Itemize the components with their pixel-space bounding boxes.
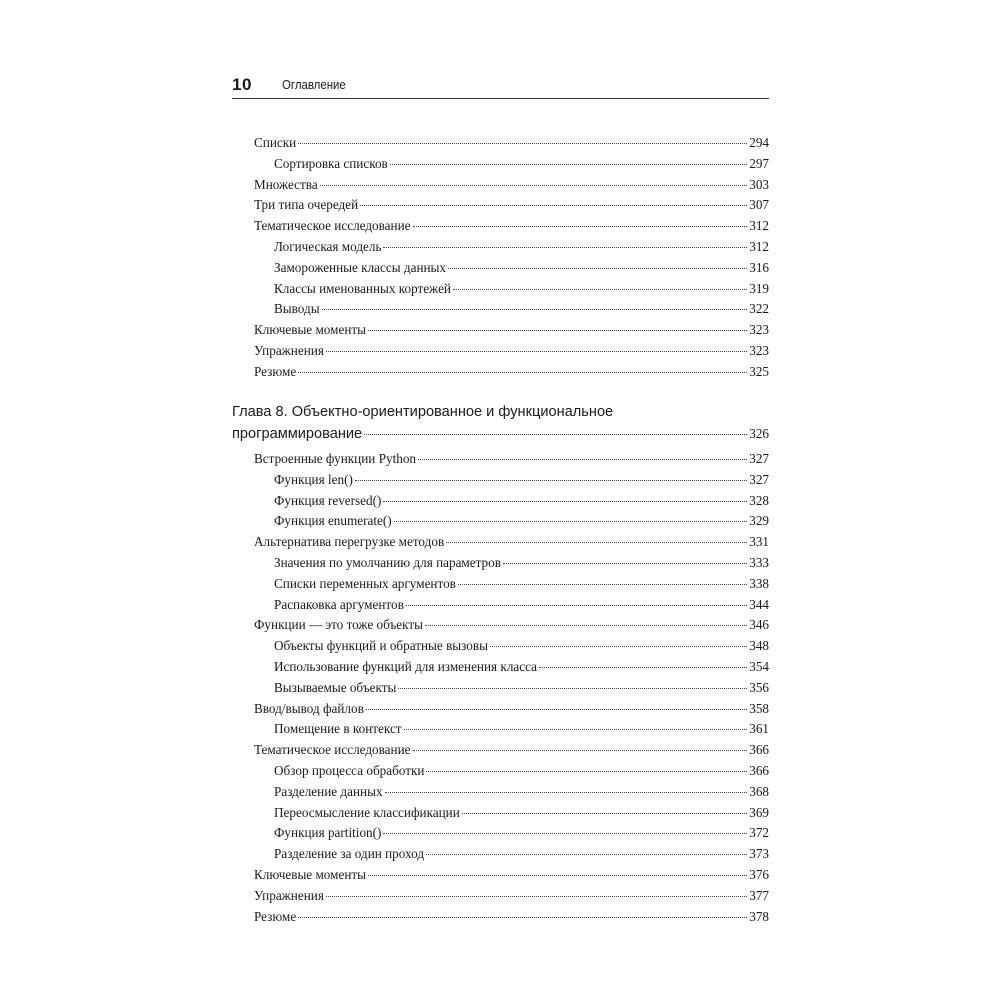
dot-leader: [298, 371, 747, 373]
dot-leader: [383, 832, 747, 834]
dot-leader: [425, 624, 747, 626]
toc-entry-page: 378: [749, 908, 769, 924]
dot-leader: [322, 308, 748, 310]
toc-entry-label: Замороженные классы данных: [274, 259, 447, 275]
toc-entry-page: 303: [749, 176, 769, 192]
toc-entry-page: 366: [749, 763, 769, 778]
toc-entry: [274, 783, 769, 801]
toc-entry-page: 327: [749, 451, 769, 466]
toc-entry-label: Логическая модель: [274, 239, 382, 254]
toc-entry: [274, 238, 769, 256]
toc-entry-label: Функция len(): [274, 471, 353, 487]
toc-entry-label: Распаковка аргументов: [274, 596, 404, 612]
toc-entry-page: 323: [749, 322, 769, 338]
toc-entry: [274, 804, 769, 822]
toc-entry-label: Функция enumerate(): [274, 513, 392, 529]
dot-leader: [413, 749, 748, 751]
dot-leader: [448, 267, 747, 269]
toc-entry-page: 368: [749, 783, 769, 799]
dot-leader: [394, 520, 748, 522]
chapter-page-number: 326: [749, 426, 769, 441]
toc-entry-label: Альтернатива перегрузке методов: [254, 534, 445, 550]
toc-entry-page: 329: [749, 513, 769, 529]
dot-leader: [446, 541, 747, 543]
toc-entry-label: Вызываемые объекты: [274, 679, 397, 695]
toc-entry-label: Тематическое исследование: [254, 742, 411, 758]
toc-entry-label: Классы именованных кортежей: [274, 280, 451, 296]
toc-entry-page: 358: [749, 700, 769, 716]
dot-leader: [418, 458, 747, 460]
toc-entry: [254, 908, 769, 926]
dot-leader: [426, 853, 747, 855]
dot-leader: [298, 142, 747, 144]
toc-entry-page: 373: [749, 846, 769, 862]
toc-entry: [274, 762, 769, 780]
dot-leader: [366, 708, 747, 710]
toc-entry-page: 294: [749, 135, 769, 150]
toc-entry-label: Обзор процесса обработки: [274, 763, 425, 778]
dot-leader: [539, 666, 747, 668]
toc-entry-page: 333: [749, 555, 769, 570]
dot-leader: [390, 163, 747, 165]
toc-entry-page: 348: [749, 638, 769, 654]
dot-leader: [426, 770, 747, 772]
page-number: 10: [232, 75, 252, 94]
toc-entry: [274, 658, 769, 676]
chapter-title-line2: программирование: [232, 426, 363, 442]
dot-leader: [355, 479, 747, 481]
dot-leader: [398, 687, 747, 689]
toc-entry: [254, 887, 769, 905]
dot-leader: [490, 645, 747, 647]
toc-entry-label: Разделение за один проход: [274, 846, 425, 862]
toc-entry: [274, 280, 769, 298]
toc-entry-page: 354: [749, 659, 769, 674]
toc-entry-label: Использование функций для изменения класса: [274, 659, 537, 674]
toc-entry-page: 331: [749, 534, 769, 550]
toc-entry-page: 325: [749, 363, 769, 379]
dot-leader: [453, 288, 747, 290]
toc-entry-page: 376: [749, 867, 769, 882]
toc-entry-label: Тематическое исследование: [254, 218, 411, 234]
toc-entry-label: Резюме: [254, 363, 297, 379]
toc-entry-label: Разделение данных: [274, 783, 383, 799]
toc-entry: [274, 596, 769, 614]
toc-entry-label: Значения по умолчанию для параметров: [274, 555, 501, 570]
dot-leader: [368, 329, 747, 331]
toc-entry: [274, 492, 769, 510]
toc-entry: [254, 217, 769, 235]
toc-entry: [274, 679, 769, 697]
toc-entry: [254, 450, 769, 468]
toc-entry: [254, 342, 769, 360]
toc-entry-label: Переосмысление классификации: [274, 804, 460, 820]
toc-entry-label: Встроенные функции Python: [254, 451, 417, 466]
dot-leader: [326, 350, 747, 352]
dot-leader: [320, 184, 748, 186]
chapter-title-entry: [232, 425, 769, 443]
toc-entry-label: Множества: [254, 176, 318, 192]
dot-leader: [326, 895, 747, 897]
dot-leader: [404, 728, 748, 730]
toc-entry-page: 366: [749, 742, 769, 758]
dot-leader: [413, 225, 748, 227]
toc-entry: [274, 637, 769, 655]
toc-entry: [274, 259, 769, 277]
toc-entry: [274, 575, 769, 593]
toc-entry: [254, 363, 769, 381]
toc-entry: [254, 321, 769, 339]
toc-entry: [254, 741, 769, 759]
toc-entry: [254, 866, 769, 884]
toc-entry-page: 297: [749, 155, 769, 171]
dot-leader: [360, 204, 747, 206]
toc-entry: [274, 512, 769, 530]
toc-entry: [254, 616, 769, 634]
toc-entry-label: Функции — это тоже объекты: [254, 617, 424, 633]
dot-leader: [368, 874, 747, 876]
toc-entry: [254, 533, 769, 551]
dot-leader: [383, 246, 747, 248]
dot-leader: [383, 500, 747, 502]
toc-entry-label: Сортировка списков: [274, 155, 388, 171]
toc-entry-label: Выводы: [274, 301, 320, 317]
toc-entry-page: 377: [749, 887, 769, 903]
toc-entry: [254, 176, 769, 194]
toc-entry-label: Функция reversed(): [274, 492, 382, 508]
toc-entry-page: 344: [749, 596, 769, 612]
toc-entry-label: Ключевые моменты: [254, 867, 367, 882]
toc-entry-page: 316: [749, 259, 769, 275]
dot-leader: [406, 604, 747, 606]
toc-entry-page: 312: [749, 218, 769, 234]
book-page: [232, 0, 769, 1000]
toc-entry-page: 328: [749, 492, 769, 508]
chapter-title-line1: Глава 8. Объектно-ориентированное и функциональное: [232, 404, 614, 420]
toc-entry-page: 307: [749, 197, 769, 213]
toc-entry: [254, 196, 769, 214]
toc-entry-page: 369: [749, 804, 769, 820]
toc-entry-label: Помещение в контекст: [274, 721, 402, 737]
running-title: Оглавление: [282, 77, 346, 92]
toc-entry: [274, 720, 769, 738]
toc-entry-label: Функция partition(): [274, 825, 382, 841]
toc-entry-label: Ключевые моменты: [254, 322, 367, 338]
toc-entry: [274, 554, 769, 572]
toc-entry-label: Объекты функций и обратные вызовы: [274, 638, 488, 654]
toc-entry-page: 361: [749, 721, 769, 737]
dot-leader: [503, 562, 747, 564]
toc-entry-page: 323: [749, 343, 769, 358]
dot-leader: [462, 812, 747, 814]
toc-entry-page: 312: [749, 239, 769, 254]
toc-entry-label: Упражнения: [254, 887, 324, 903]
toc-entry-label: Списки переменных аргументов: [274, 575, 456, 591]
toc-entry: [274, 845, 769, 863]
toc-entry-page: 338: [749, 575, 769, 591]
dot-leader: [298, 916, 747, 918]
toc-entry-page: 346: [749, 617, 769, 633]
toc-entry-label: Три типа очередей: [254, 197, 359, 213]
toc-entry: [254, 134, 769, 152]
toc-entry: [274, 155, 769, 173]
toc-entry: [274, 300, 769, 318]
toc-entry-label: Списки: [254, 135, 297, 150]
dot-leader: [385, 791, 748, 793]
toc-entry: [274, 471, 769, 489]
toc-entry-page: 327: [749, 471, 769, 487]
toc-entry-page: 372: [749, 825, 769, 841]
toc-entry: [274, 824, 769, 842]
toc-entry: [254, 700, 769, 718]
toc-entry-label: Резюме: [254, 908, 297, 924]
toc-entry-page: 319: [749, 280, 769, 296]
toc-entry-page: 322: [749, 301, 769, 317]
toc-entry-label: Ввод/вывод файлов: [254, 700, 364, 716]
toc-entry-label: Упражнения: [254, 343, 324, 358]
dot-leader: [364, 433, 747, 435]
page-header: [232, 74, 769, 99]
toc-entry-page: 356: [749, 679, 769, 695]
dot-leader: [458, 583, 747, 585]
